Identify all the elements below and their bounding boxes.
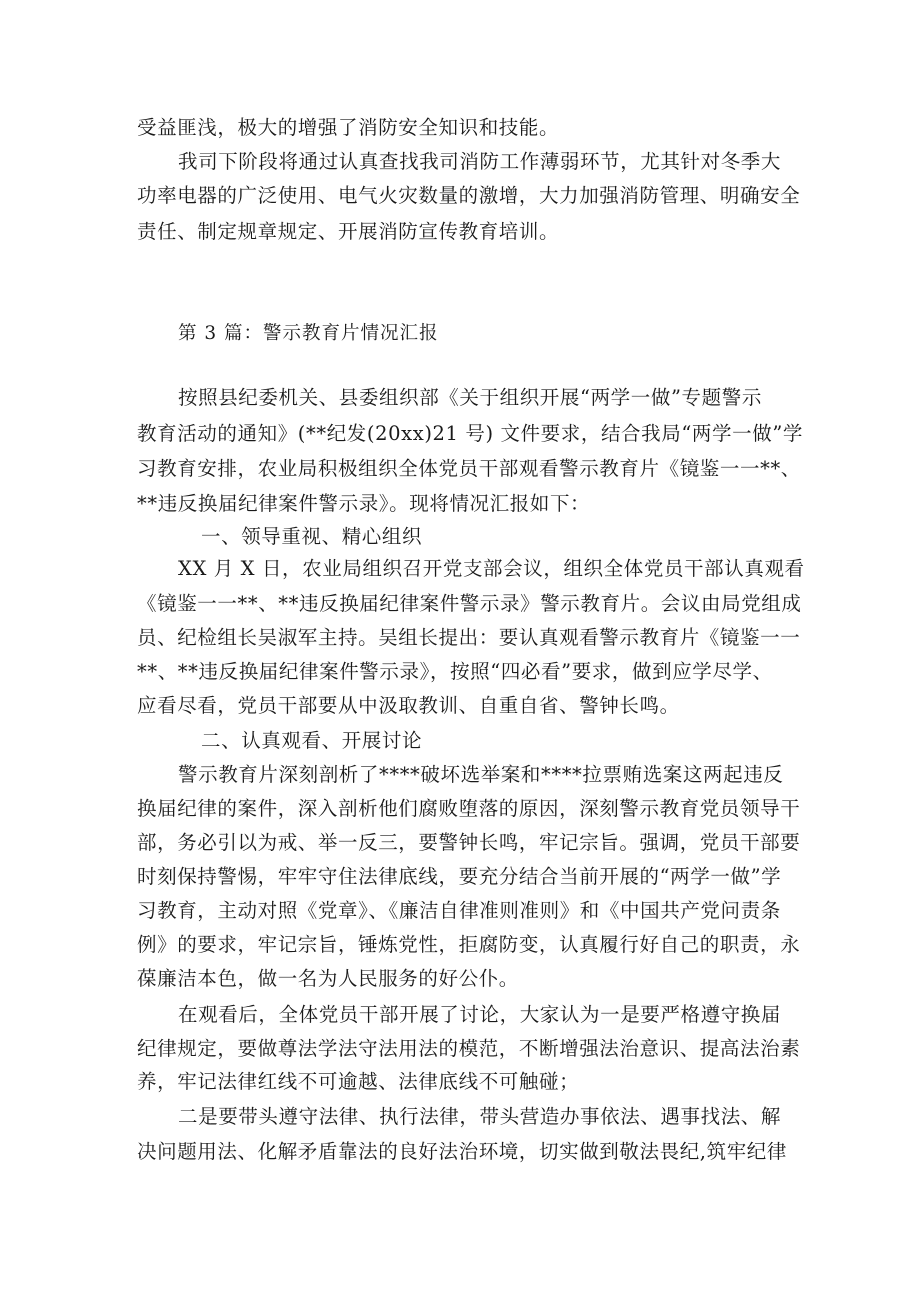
paragraph-line: **、**违反换届纪律案件警示录》，按照“四必看”要求，做到应学尽学、	[137, 660, 773, 683]
paragraph-line: 习教育，主动对照《党章》、《廉洁自律准则准则》和《中国共产党问责条	[137, 899, 781, 922]
paragraph-line: 决问题用法、化解矛盾靠法的良好法治环境，切实做到敬法畏纪,筑牢纪律	[137, 1140, 787, 1163]
paragraph-line: 在观看后，全体党员干部开展了讨论，大家认为一是要严格遵守换届	[178, 1003, 782, 1026]
paragraph-line: 二是要带头遵守法律、执行法律，带头营造办事依法、遇事找法、解	[178, 1105, 782, 1128]
paragraph-line: 葆廉洁本色，做一名为人民服务的好公仆。	[137, 967, 519, 990]
paragraph-line: XX 月 X 日，农业局组织召开党支部会议，组织全体党员干部认真观看	[178, 557, 805, 580]
paragraph-line: 员、纪检组长吴淑军主持。吴组长提出：要认真观看警示教育片《镜鉴一一	[137, 626, 801, 649]
paragraph-line: 应看尽看，党员干部要从中汲取教训、自重自省、警钟长鸣。	[137, 694, 680, 717]
paragraph-line: 纪律规定，要做尊法学法守法用法的模范，不断增强法治意识、提高法治素	[137, 1037, 801, 1060]
section-heading: 第 3 篇：警示教育片情况汇报	[178, 323, 439, 344]
paragraph-line: 警示教育片深刻剖析了****破坏选举案和****拉票贿选案这两起违反	[178, 763, 784, 786]
paragraph-line: 按照县纪委机关、县委组织部《关于组织开展“两学一做”专题警示	[178, 386, 762, 409]
paragraph-line: 我司下阶段将通过认真查找我司消防工作薄弱环节，尤其针对冬季大	[178, 150, 782, 173]
paragraph-line: 换届纪律的案件，深入剖析他们腐败堕落的原因，深刻警示教育党员领导干	[137, 797, 801, 820]
paragraph-line: 例》的要求，牢记宗旨，锤炼党性，拒腐防变，认真履行好自己的职责，永	[137, 933, 801, 956]
paragraph-line: 责任、制定规章规定、开展消防宣传教育培训。	[137, 220, 560, 243]
paragraph-line: 教育活动的通知》(**纪发(20xx)21 号) 文件要求，结合我局“两学一做”学	[137, 422, 803, 445]
paragraph-line: 功率电器的广泛使用、电气火灾数量的激增，大力加强消防管理、明确安全	[137, 184, 801, 207]
paragraph-line: 部，务必引以为戒、举一反三，要警钟长鸣，牢记宗旨。强调，党员干部要	[137, 831, 801, 854]
paragraph-line: 时刻保持警惕，牢牢守住法律底线，要充分结合当前开展的“两学一做”学	[137, 865, 782, 888]
paragraph-line: **违反换届纪律案件警示录》。现将情况汇报如下：	[137, 492, 591, 515]
paragraph-line: 《镜鉴一一**、**违反换届纪律案件警示录》警示教育片。会议由局党组成	[137, 592, 802, 615]
paragraph-line: 习教育安排，农业局积极组织全体党员干部观看警示教育片《镜鉴一一**、	[137, 457, 801, 480]
subheading: 一、领导重视、精心组织	[201, 525, 423, 548]
subheading: 二、认真观看、开展讨论	[201, 729, 423, 752]
paragraph-line: 受益匪浅，极大的增强了消防安全知识和技能。	[137, 116, 560, 139]
paragraph-line: 养，牢记法律红线不可逾越、法律底线不可触碰；	[137, 1070, 580, 1093]
